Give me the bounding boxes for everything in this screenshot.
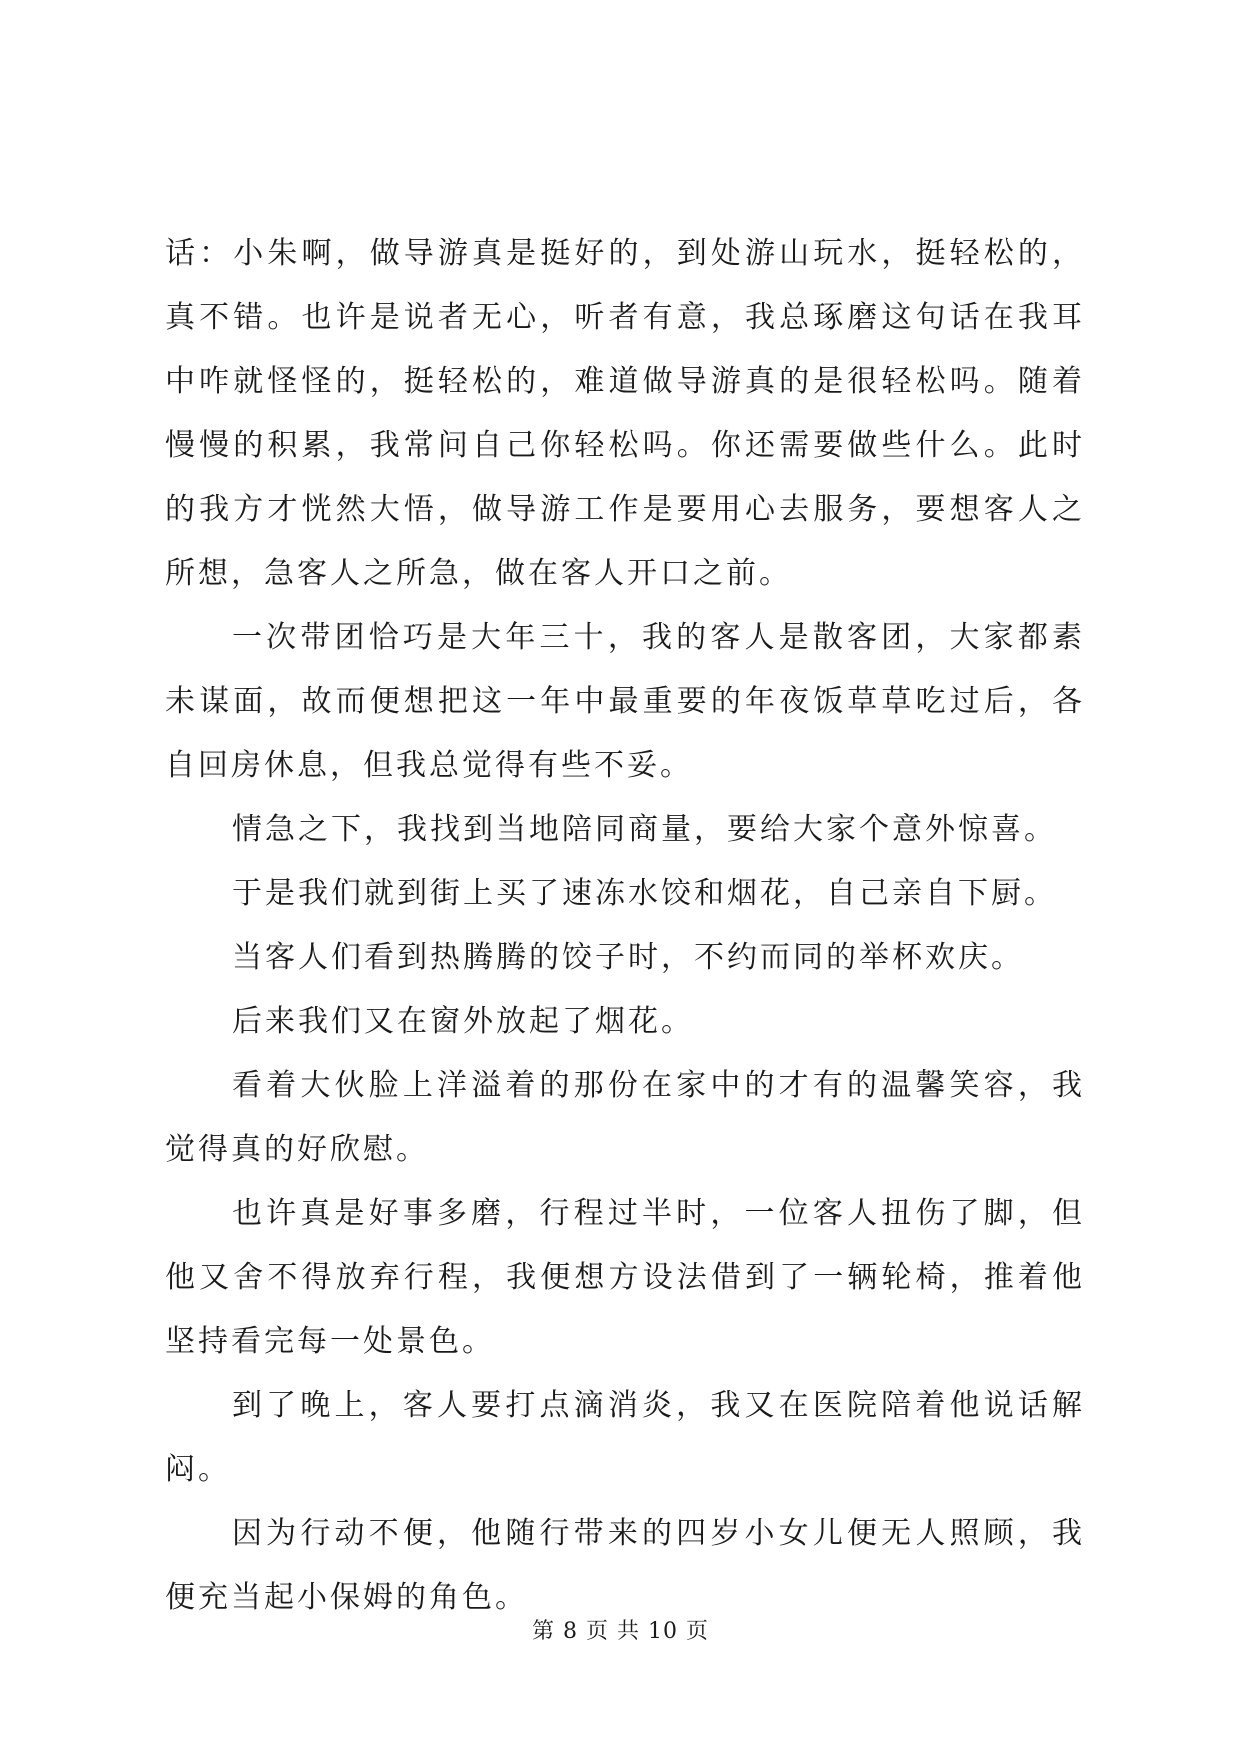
- paragraph: 情急之下，我找到当地陪同商量，要给大家个意外惊喜。: [232, 812, 1057, 847]
- paragraph: 当客人们看到热腾腾的饺子时，不约而同的举杯欢庆。: [232, 940, 1024, 975]
- paragraph: 看着大伙脸上洋溢着的那份在家中的才有的温馨笑容，我觉得真的好欣慰。: [165, 1068, 1085, 1167]
- document-body: [165, 222, 1085, 1630]
- paragraph: 因为行动不便，他随行带来的四岁小女儿便无人照顾，我便充当起小保姆的角色。: [165, 1516, 1085, 1615]
- paragraph: 话：小朱啊，做导游真是挺好的，到处游山玩水，挺轻松的，真不错。也许是说者无心，听者有意，我总琢磨这句话在我耳中咋就怪怪的，挺轻松的，难道做导游真的是很轻松吗。随着慢慢的积累，我常问自己你轻松吗。你还需要做些什么。此时的我方才恍然大悟，做导游工作是要用心去服务，要想客人之所想，急客人之所急，做在客人开口之前。: [165, 236, 1085, 591]
- page-number-footer: 第 8 页 共 10 页: [532, 1619, 709, 1644]
- paragraph: 也许真是好事多磨，行程过半时，一位客人扭伤了脚，但他又舍不得放弃行程，我便想方设法借到了一辆轮椅，推着他坚持看完每一处景色。: [165, 1196, 1085, 1359]
- paragraph: 到了晚上，客人要打点滴消炎，我又在医院陪着他说话解闷。: [165, 1388, 1085, 1487]
- paragraph: 后来我们又在窗外放起了烟花。: [232, 1004, 694, 1039]
- paragraph: 于是我们就到街上买了速冻水饺和烟花，自己亲自下厨。: [232, 876, 1057, 911]
- paragraph: 一次带团恰巧是大年三十，我的客人是散客团，大家都素未谋面，故而便想把这一年中最重要的年夜饭草草吃过后，各自回房休息，但我总觉得有些不妥。: [165, 620, 1085, 783]
